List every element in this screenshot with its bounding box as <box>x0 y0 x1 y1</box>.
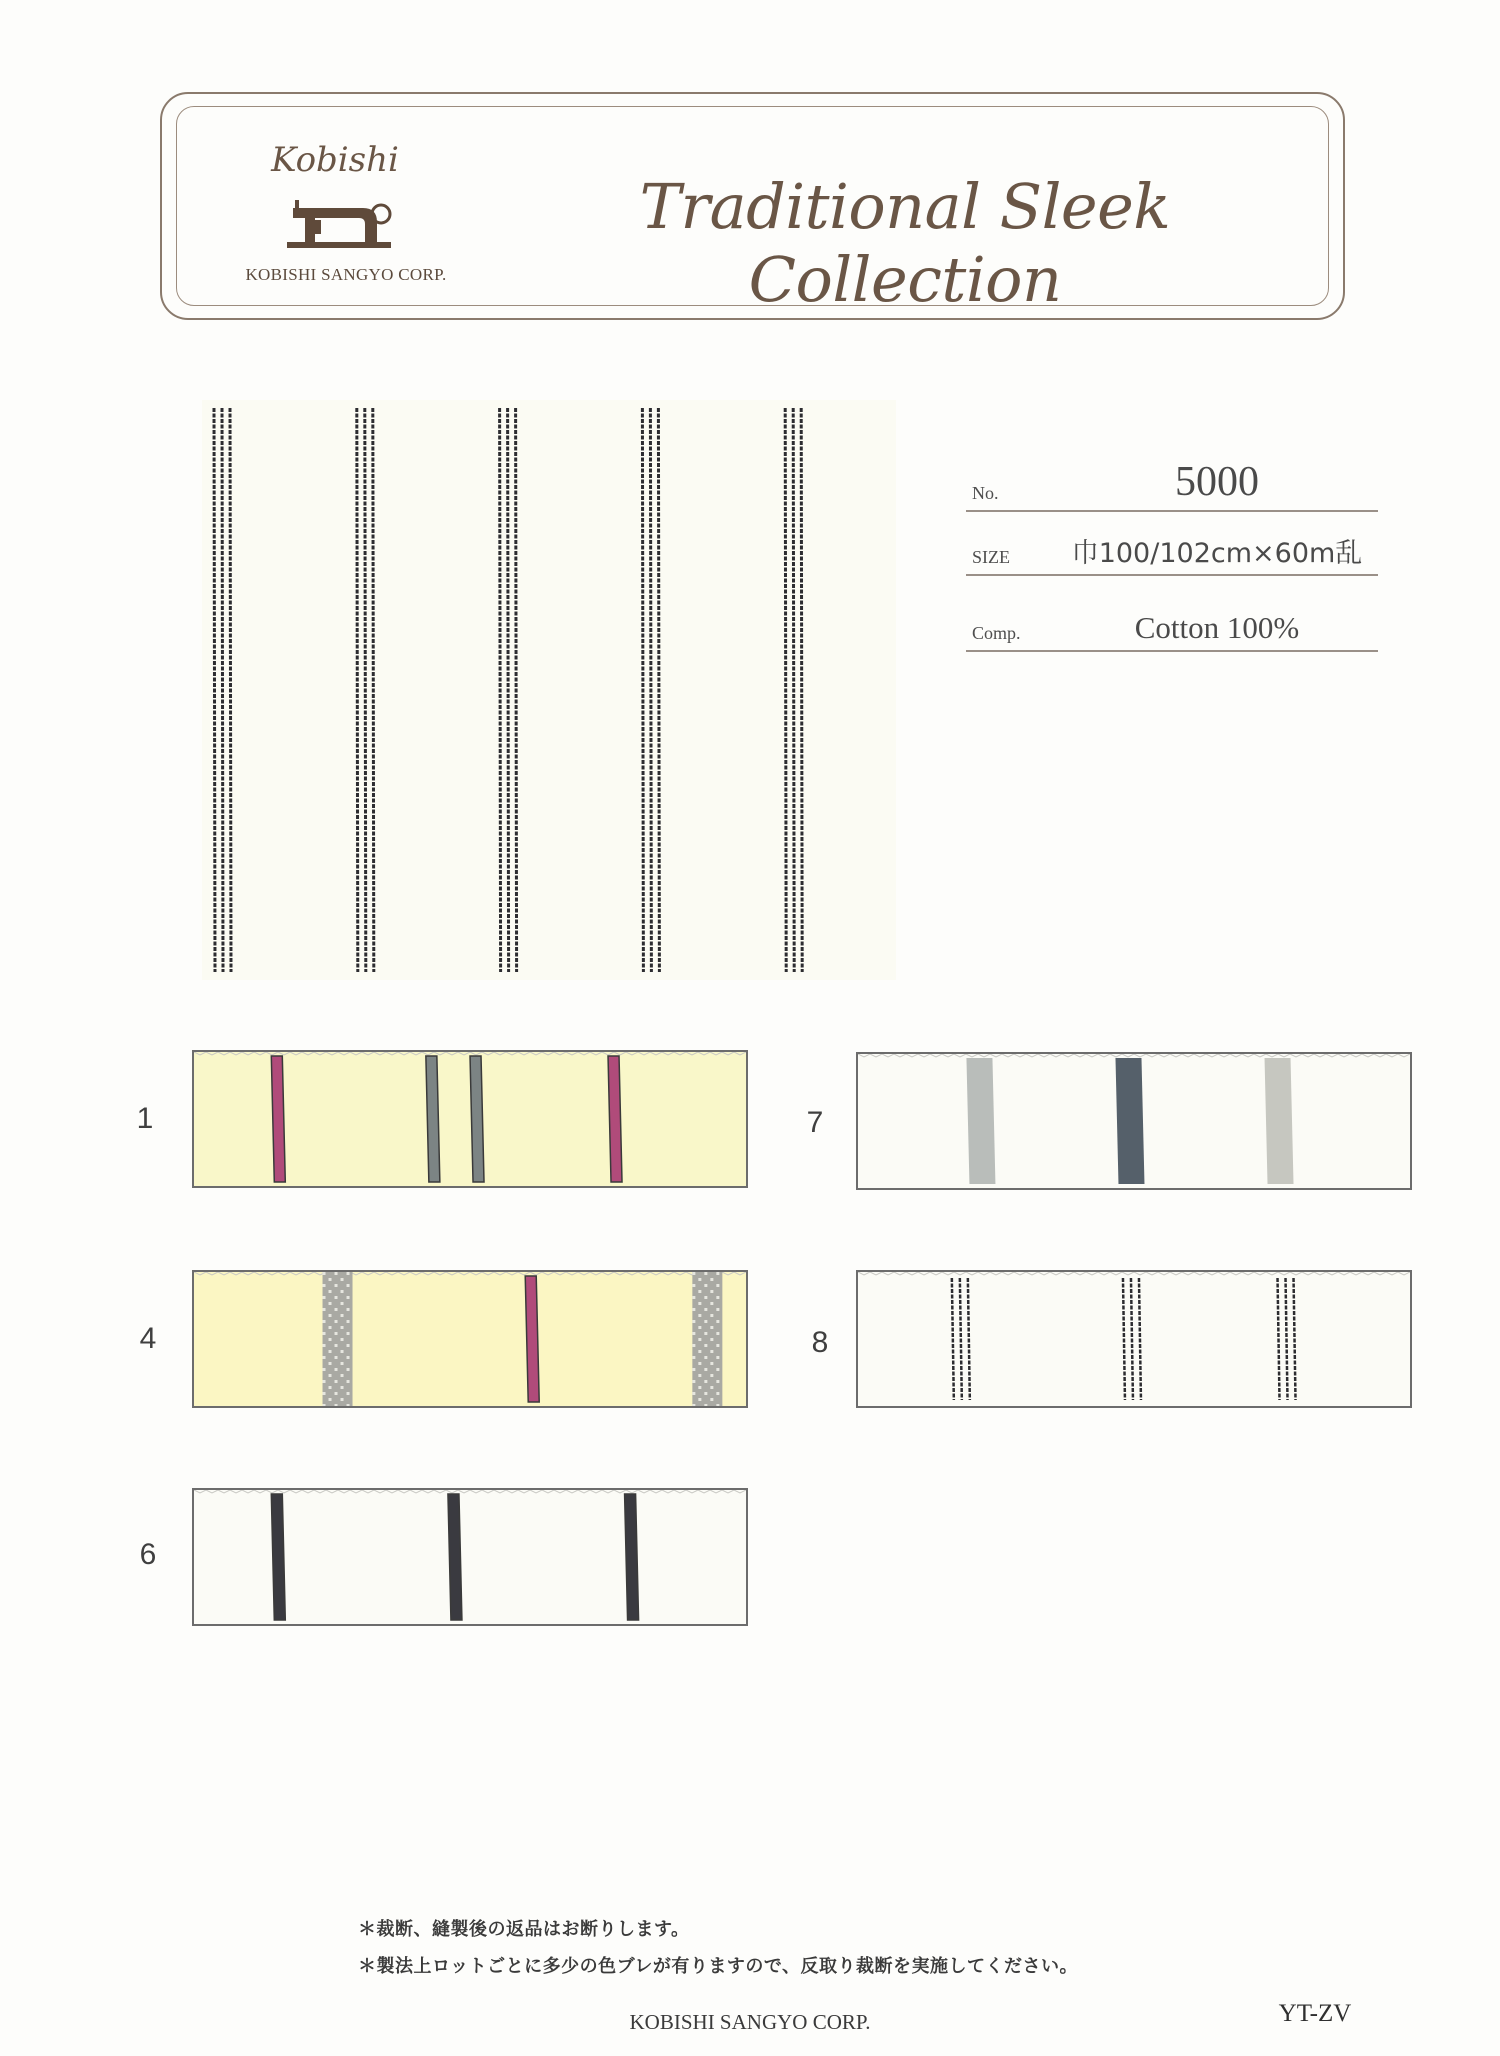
variant-stripe <box>608 1056 622 1182</box>
check-cell <box>710 1278 713 1281</box>
variant-stripe <box>1265 1058 1294 1184</box>
check-cell <box>704 1320 707 1323</box>
check-cell <box>341 1362 344 1365</box>
collection-title: Traditional Sleek Collection <box>639 170 1171 316</box>
main-stripe-line <box>650 408 651 972</box>
main-stripe-pattern <box>202 400 896 980</box>
check-cell <box>335 1392 338 1395</box>
check-cell <box>347 1356 350 1359</box>
main-stripe-line <box>793 408 794 972</box>
check-cell <box>323 1296 326 1299</box>
check-cell <box>704 1344 707 1347</box>
check-cell <box>329 1302 332 1305</box>
variant-stripe-pattern <box>858 1054 1410 1188</box>
check-cell <box>698 1302 701 1305</box>
check-cell <box>329 1314 332 1317</box>
spec-row-number <box>966 458 1378 512</box>
variant-number-6: 6 <box>139 1538 157 1571</box>
check-cell <box>716 1404 719 1406</box>
check-cell <box>698 1290 701 1293</box>
check-cell <box>323 1356 326 1359</box>
spec-row-size <box>966 522 1378 576</box>
check-cell <box>323 1368 326 1371</box>
check-cell <box>716 1284 719 1287</box>
check-cell <box>698 1314 701 1317</box>
check-cell <box>704 1368 707 1371</box>
check-cell <box>341 1326 344 1329</box>
check-cell <box>710 1362 713 1365</box>
check-cell <box>704 1380 707 1383</box>
note-returns: ＊裁断、縫製後の返品はお断りします。 <box>358 1919 690 1940</box>
variant-swatch-1 <box>192 1050 748 1188</box>
check-cell <box>692 1356 695 1359</box>
check-cell <box>341 1398 344 1401</box>
check-cell <box>323 1272 326 1275</box>
check-cell <box>710 1326 713 1329</box>
check-cell <box>710 1386 713 1389</box>
check-cell <box>698 1338 701 1341</box>
spec-label-size: SIZE <box>972 547 1010 567</box>
main-stripe-line <box>801 408 802 972</box>
variant-number-4: 4 <box>139 1322 157 1355</box>
check-cell <box>329 1350 332 1353</box>
spec-value-comp: Cotton 100% <box>1134 610 1300 645</box>
main-stripe-line <box>230 408 231 972</box>
variant-stripe-pattern <box>194 1052 746 1186</box>
variant-stripe <box>271 1494 285 1620</box>
variant-stripe <box>470 1056 484 1182</box>
check-cell <box>704 1284 707 1287</box>
check-cell <box>347 1320 350 1323</box>
check-cell <box>347 1368 350 1371</box>
check-cell <box>335 1368 338 1371</box>
check-cell <box>704 1272 707 1275</box>
check-cell <box>710 1338 713 1341</box>
check-cell <box>710 1302 713 1305</box>
check-cell <box>335 1380 338 1383</box>
check-cell <box>692 1272 695 1275</box>
check-cell <box>716 1380 719 1383</box>
check-cell <box>710 1374 713 1377</box>
check-cell <box>710 1398 713 1401</box>
check-cell <box>698 1278 701 1281</box>
check-cell <box>698 1350 701 1353</box>
variant-stripe <box>271 1056 285 1182</box>
check-cell <box>335 1320 338 1323</box>
check-cell <box>329 1338 332 1341</box>
variant-stripe <box>966 1058 995 1184</box>
variant-number-1: 1 <box>136 1102 154 1135</box>
main-stripe-line <box>357 408 358 972</box>
main-fabric-swatch <box>202 400 896 980</box>
logo-company-name: KOBISHI SANGYO CORP. <box>245 265 447 284</box>
variant-stripe <box>1115 1058 1144 1184</box>
check-cell <box>329 1326 332 1329</box>
check-cell <box>341 1374 344 1377</box>
main-stripe-line <box>365 408 366 972</box>
check-cell <box>716 1308 719 1311</box>
check-cell <box>704 1296 707 1299</box>
variant-stripe <box>525 1276 539 1402</box>
check-cell <box>692 1296 695 1299</box>
footer-company-name: KOBISHI SANGYO CORP. <box>629 2010 871 2034</box>
check-cell <box>716 1392 719 1395</box>
check-cell <box>323 1380 326 1383</box>
check-cell <box>716 1344 719 1347</box>
check-cell <box>329 1386 332 1389</box>
check-cell <box>704 1392 707 1395</box>
variant-stripe <box>426 1056 440 1182</box>
check-cell <box>347 1404 350 1406</box>
variant-stripe <box>448 1494 462 1620</box>
check-cell <box>323 1344 326 1347</box>
main-stripe-line <box>785 408 786 972</box>
main-stripe-line <box>658 408 659 972</box>
variant-stripe-pattern <box>858 1272 1410 1406</box>
check-cell <box>704 1308 707 1311</box>
check-cell <box>698 1374 701 1377</box>
check-cell <box>692 1380 695 1383</box>
check-cell <box>323 1308 326 1311</box>
variant-ground <box>194 1272 746 1406</box>
variant-swatch-6 <box>192 1488 748 1626</box>
check-cell <box>341 1314 344 1317</box>
check-cell <box>716 1320 719 1323</box>
check-cell <box>329 1362 332 1365</box>
check-cell <box>341 1302 344 1305</box>
variant-swatch-8 <box>856 1270 1412 1408</box>
check-cell <box>704 1332 707 1335</box>
variant-number-7: 7 <box>806 1106 824 1139</box>
check-cell <box>692 1368 695 1371</box>
variant-ground <box>858 1272 1410 1406</box>
check-cell <box>347 1284 350 1287</box>
check-cell <box>347 1332 350 1335</box>
spec-label-comp: Comp. <box>972 623 1021 643</box>
main-stripe-line <box>500 408 501 972</box>
check-cell <box>692 1308 695 1311</box>
check-cell <box>347 1392 350 1395</box>
check-cell <box>710 1290 713 1293</box>
check-cell <box>323 1284 326 1287</box>
check-cell <box>716 1368 719 1371</box>
variant-stripe-pattern <box>194 1272 746 1406</box>
variant-swatch-7 <box>856 1052 1412 1190</box>
variant-stripe <box>625 1494 639 1620</box>
check-cell <box>698 1398 701 1401</box>
check-cell <box>341 1278 344 1281</box>
check-cell <box>347 1272 350 1275</box>
check-cell <box>698 1326 701 1329</box>
check-cell <box>698 1386 701 1389</box>
spec-value-size: 巾100/102cm×60m乱 <box>1071 538 1363 569</box>
main-stripe-line <box>642 408 643 972</box>
check-cell <box>716 1296 719 1299</box>
check-cell <box>335 1404 338 1406</box>
check-cell <box>323 1404 326 1406</box>
spec-label-no: No. <box>972 483 999 503</box>
check-cell <box>716 1356 719 1359</box>
check-cell <box>335 1356 338 1359</box>
check-cell <box>335 1308 338 1311</box>
check-cell <box>710 1314 713 1317</box>
check-cell <box>341 1338 344 1341</box>
variant-stripe-check <box>692 1272 722 1406</box>
check-cell <box>347 1380 350 1383</box>
check-cell <box>692 1344 695 1347</box>
check-cell <box>329 1398 332 1401</box>
sewing-machine-icon <box>285 186 395 250</box>
check-cell <box>704 1404 707 1406</box>
check-cell <box>335 1332 338 1335</box>
check-cell <box>323 1320 326 1323</box>
check-cell <box>329 1290 332 1293</box>
check-cell <box>323 1332 326 1335</box>
check-cell <box>692 1404 695 1406</box>
check-cell <box>341 1386 344 1389</box>
check-cell <box>716 1332 719 1335</box>
check-cell <box>692 1392 695 1395</box>
check-cell <box>329 1374 332 1377</box>
spec-value-no: 5000 <box>1175 459 1259 505</box>
variant-swatch-4 <box>192 1270 748 1408</box>
variant-stripe-check <box>323 1272 353 1406</box>
check-cell <box>335 1272 338 1275</box>
check-cell <box>323 1392 326 1395</box>
check-cell <box>704 1356 707 1359</box>
check-cell <box>716 1272 719 1275</box>
check-cell <box>692 1332 695 1335</box>
check-cell <box>347 1308 350 1311</box>
main-stripe-line <box>222 408 223 972</box>
logo-script-text: Kobishi <box>271 140 399 180</box>
main-stripe-line <box>508 408 509 972</box>
check-cell <box>710 1350 713 1353</box>
check-cell <box>347 1296 350 1299</box>
spec-row-comp <box>966 598 1378 652</box>
main-stripe-line <box>214 408 215 972</box>
check-cell <box>698 1362 701 1365</box>
check-cell <box>692 1284 695 1287</box>
check-cell <box>335 1296 338 1299</box>
variant-stripe-pattern <box>194 1490 746 1624</box>
check-cell <box>335 1284 338 1287</box>
variant-number-8: 8 <box>811 1326 829 1359</box>
check-cell <box>329 1278 332 1281</box>
check-cell <box>341 1350 344 1353</box>
check-cell <box>347 1344 350 1347</box>
main-stripe-line <box>373 408 374 972</box>
check-cell <box>335 1344 338 1347</box>
check-cell <box>692 1320 695 1323</box>
product-code: YT-ZV <box>1278 2000 1352 2027</box>
note-color-variation: ＊製法上ロットごとに多少の色ブレが有りますので、反取り裁断を実施してください。 <box>358 1956 1079 1977</box>
check-cell <box>341 1290 344 1293</box>
main-stripe-line <box>516 408 517 972</box>
